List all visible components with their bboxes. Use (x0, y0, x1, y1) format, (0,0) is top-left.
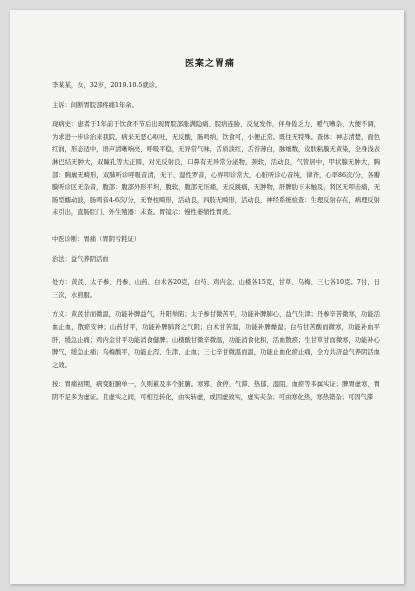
formula-explanation: 方义：黄芪甘而微温，功能补脾益气，升阳举陷；太子参甘微苦平，功能补脾肺心，益气生津；丹参辛苦微寒，功能活血止血，散瘀安神；山药甘平，功能补脾肺肾之气阴；白术甘苦温，功能补脾燥湿；白芍甘苦酸而微寒，功能补血平肝，缓急止痛；鸡内金甘平功能消食健脾；山楂酸甘微辛微温，功能消食化积，活血散瘀；生甘草甘而微寒，功能补心脾气，缓急止痛；乌梅酸平，功能止泻、生津、止血；三七辛甘微温而温，功能止血化瘀止痛，全方共济益气养阴活血之效。 (52, 311, 380, 369)
document-body (40, 56, 380, 404)
patient-info: 李某某，女，32岁，2019.10.5就诊。 (52, 82, 162, 89)
chief-complaint: 主诉：间断胃脘部疼痛1年余。 (52, 101, 138, 109)
prescription: 处方：黄芪、太子参、丹参、山药、白术各20克，白芍、鸡内金、山楂各15克，甘草、乌梅、三七各10克。7付，日三次，水煎服。 (52, 279, 380, 299)
document-title: 医案之胃痛 (184, 59, 235, 69)
treatment-principle: 治法：益气养阴活血 (52, 255, 109, 263)
present-history: 现病史：患者于1年前于饮食不节后出现胃脘部胀满隐痛、脘痞连胁、反复发作，伴身倦乏力、嗳气嘈杂、大便不调，为求进一步诊治来我院，病来无恶心呕吐，无反酸，肠鸣纳，饮食可，小便正常。既往无特殊。查体：神志清楚，面色红润，形态适中，语声清晰响亮，呼吸平稳，无异常气味，舌质淡红，舌苔薄白，脉细数，皮肤粘膜无黄染，全身浅表淋巴结无肿大，双瞳孔等大正圆，对光反射良，口鼻有无异常分泌物，颈软，活动良，气管居中，甲状腺无肿大，胸部：胸廓无畸形，双肺听诊呼吸音清，无干、湿性罗音，心界叩诊常大，心脏听诊心音纯，律齐，心率86次/分，各瓣膜听诊区无杂音，腹部：腹部外形平坦，腹软，腹部无压痛，无反跳痛，无肿物，肝脾肋下未触及，肾区无叩击痛，无肠型蠕动波，肠鸣音4-6次/分，无脊柱畸形，活动良，四肢无畸形，活动良，神经系统检查：生理反射存在，病理反射未引出，直肠肛门、外生殖器：未查。胃镜示：慢性萎缩性胃炎。 (52, 121, 380, 217)
document-page (10, 10, 404, 584)
discussion: 按：胃痛初期，病变脏腑单一，久则累及多个脏腑。寒邪、食停、气滞、热郁、湿阻、血瘀等多属实证；脾胃虚寒、胃阴不足多为虚证。且虚实之间，可相互转化，由实转虚，或因虚致实，虚实夹杂；可由寒化热，寒热错杂；可因气滞 (52, 381, 380, 401)
tcm-diagnosis: 中医诊断：胃痛（胃阴亏耗证） (52, 235, 141, 243)
